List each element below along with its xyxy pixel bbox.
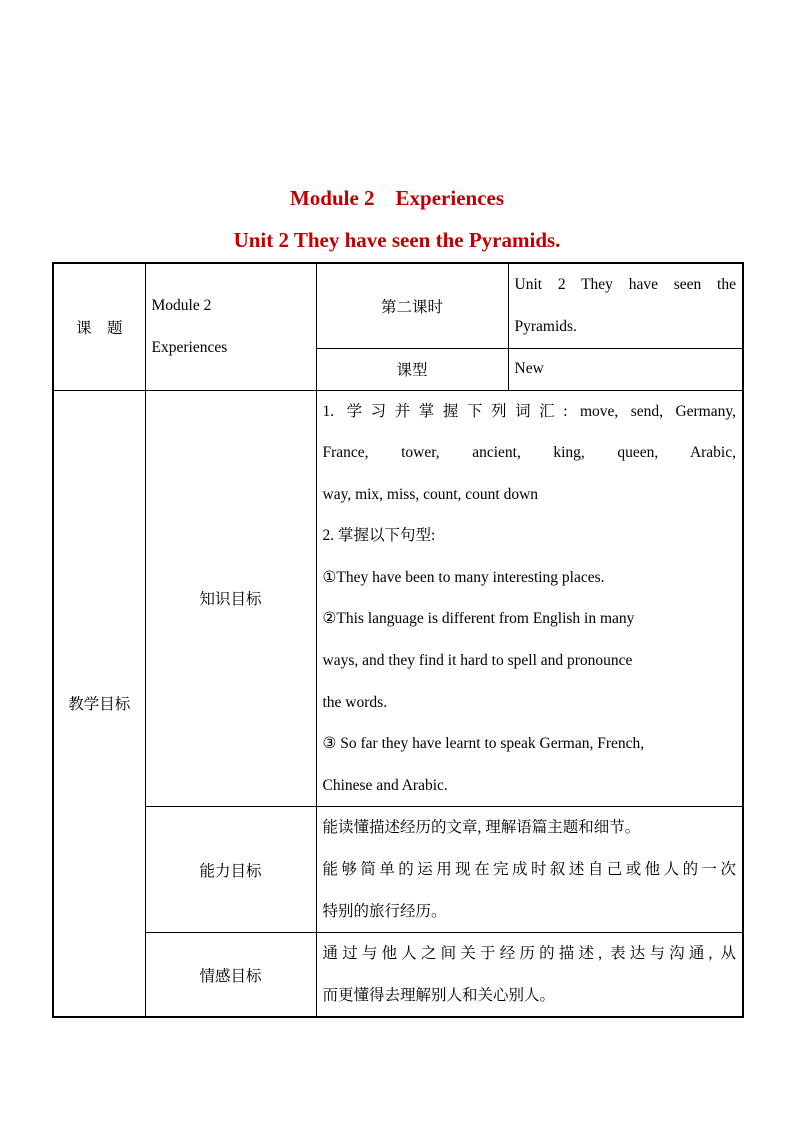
goals-label: 教学目标 [68,696,131,714]
ability-line: 能够简单的运用现在完成时叙述自己或他人的一次 [322,861,736,879]
knowledge-line: ②This language is different from English in many [322,610,635,628]
page-header [0,183,794,255]
knowledge-line: ①They have been to many interesting places. [322,568,605,586]
type-value: New [514,360,544,377]
table-row [53,263,743,348]
type-label-cell [316,348,508,390]
unit-line: Pyramids. [514,317,577,335]
emotion-content-cell [316,933,743,1018]
unit-cell [508,263,743,348]
topic-label-cell [53,263,145,390]
emotion-line: 而更懂得去理解别人和关心别人。 [322,986,556,1004]
emotion-line: 通过与他人之间关于经历的描述, 表达与沟通, 从 [322,945,736,963]
goals-label-cell [53,390,145,1017]
topic-label: 课 题 [75,319,123,337]
period-label: 第二课时 [380,298,443,316]
emotion-label: 情感目标 [199,967,262,985]
module-title: Module 2 Experiences [289,186,505,210]
knowledge-line: ways, and they find it hard to spell and pronounce [322,652,633,670]
knowledge-line: Chinese and Arabic. [322,776,448,794]
ability-label: 能力目标 [199,862,262,880]
period-label-cell [316,263,508,348]
ability-line: 特别的旅行经历。 [322,902,447,920]
knowledge-label: 知识目标 [199,591,262,609]
knowledge-line: way, mix, miss, count, count down [322,485,539,503]
knowledge-label-cell [145,390,316,807]
type-value-cell [508,348,743,390]
table-row [53,933,743,1018]
table-row [53,807,743,933]
unit-title: Unit 2 They have seen the Pyramids. [233,228,561,252]
knowledge-line: ③ So far they have learnt to speak German, French, [322,735,645,753]
module-line: Module 2 [151,297,212,315]
knowledge-content-cell [316,390,743,807]
type-label: 课型 [396,362,428,379]
knowledge-line: France, tower, ancient, king, queen, Arabic, [322,444,736,462]
lesson-plan-table [52,262,744,1018]
module-line: Experiences [151,338,228,356]
ability-line: 能读懂描述经历的文章, 理解语篇主题和细节。 [322,819,641,837]
knowledge-line: 1. 学习并掌握下列词汇: move, send, Germany, [322,402,736,420]
knowledge-line: 2. 掌握以下句型: [322,527,436,545]
ability-label-cell [145,807,316,933]
knowledge-line: the words. [322,693,388,711]
unit-line: Unit 2 They have seen the [514,276,736,294]
emotion-label-cell [145,933,316,1018]
table-row [53,390,743,807]
module-cell [145,263,316,390]
ability-content-cell [316,807,743,933]
